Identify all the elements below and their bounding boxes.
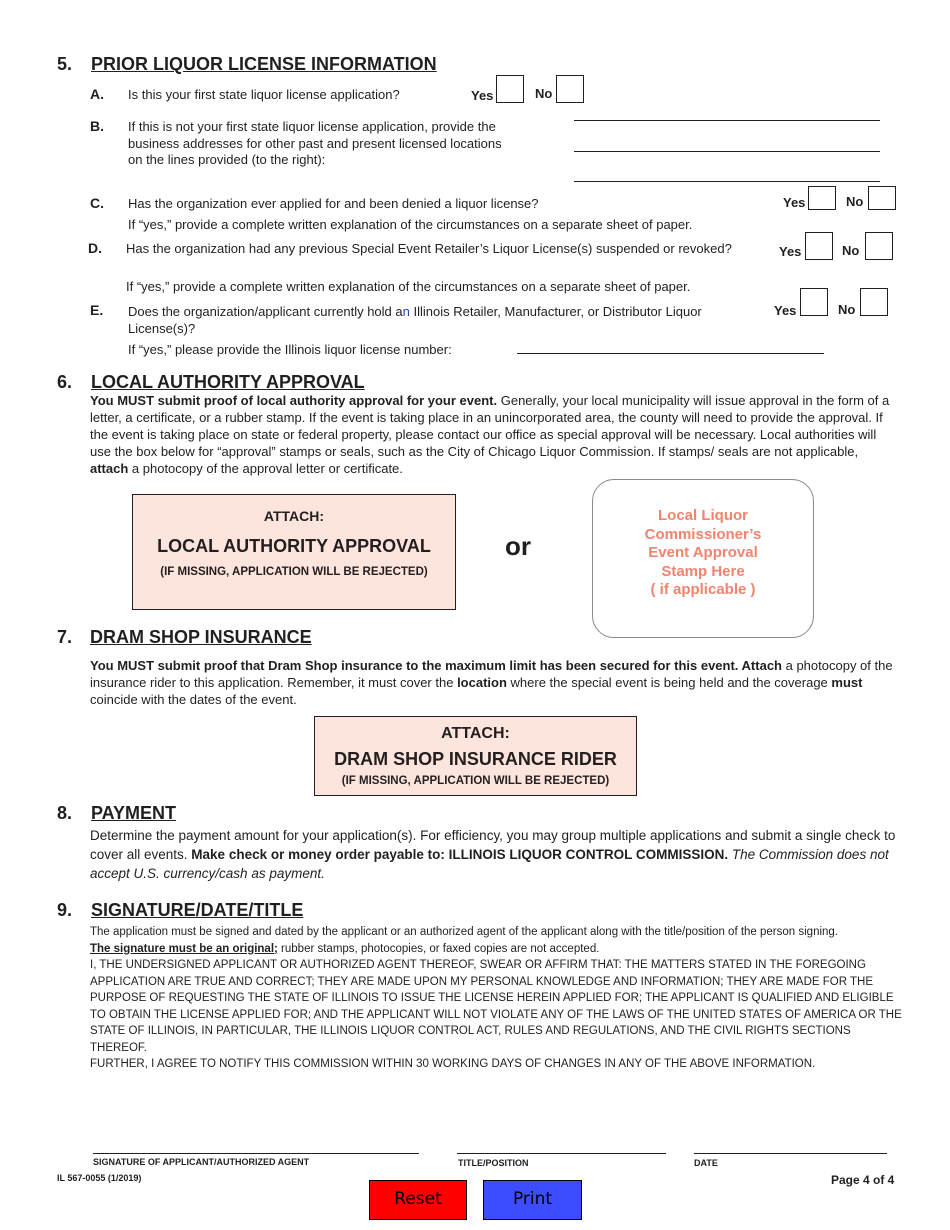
or-separator: or	[505, 531, 531, 561]
item-e-letter: E.	[90, 302, 104, 318]
stamp-area	[592, 479, 814, 638]
item-d-no-checkbox[interactable]	[865, 232, 893, 260]
item-a-yes-label: Yes	[471, 88, 494, 103]
attach-warning: (IF MISSING, APPLICATION WILL BE REJECTED)	[160, 566, 428, 578]
section-9-title: SIGNATURE/DATE/TITLE	[91, 900, 304, 920]
attach-warning: (IF MISSING, APPLICATION WILL BE REJECTED)	[341, 775, 610, 787]
attach-title: LOCAL AUTHORITY APPROVAL	[157, 536, 431, 556]
section-9-paragraph	[90, 924, 902, 1073]
item-d-yes-checkbox[interactable]	[805, 232, 833, 260]
stamp-line-1: Local Liquor	[658, 507, 748, 524]
item-e-note: If “yes,” please provide the Illinois liquor license number:	[128, 342, 452, 357]
print-button[interactable]: Print	[483, 1180, 582, 1220]
section-5-title: PRIOR LIQUOR LICENSE INFORMATION	[91, 54, 437, 74]
attach-label: ATTACH:	[263, 508, 325, 524]
stamp-line-5: ( if applicable )	[650, 581, 756, 598]
item-e-question: Does the organization/applicant currently hold an Illinois Retailer, Manufacturer, or Distributor Liquor License(s)?	[128, 304, 702, 336]
item-a-yes-checkbox[interactable]	[496, 75, 524, 103]
reset-button[interactable]: Reset	[369, 1180, 467, 1220]
stamp-line-4: Stamp Here	[661, 562, 745, 580]
prior-address-line-3[interactable]	[574, 181, 880, 182]
item-e-no-checkbox[interactable]	[860, 288, 888, 316]
item-d-question: Has the organization had any previous Special Event Retailer’s Liquor License(s) suspended or revoked?	[126, 241, 732, 256]
title-position-label: TITLE/POSITION	[458, 1158, 529, 1168]
stamp-line-3: Event Approval	[648, 544, 758, 561]
dram-shop-attach-box	[314, 716, 637, 796]
item-d-note: If “yes,” provide a complete written explanation of the circumstances on a separate sheet of paper.	[126, 279, 691, 294]
license-number-line[interactable]	[517, 353, 824, 354]
stamp-line-2: Commissioner’s	[644, 525, 762, 543]
section-6-title: LOCAL AUTHORITY APPROVAL	[91, 372, 365, 392]
sig-instructions: The application must be signed and dated by the applicant or an authorized agent of the applicant along with the title/position of the person signing.	[90, 926, 839, 938]
section-6-paragraph: You MUST submit proof of local authority approval for your event. Generally, your local municipality will issue approval in the form of a letter, a certificate, or a rubber stamp. If the event is taking place in an unincorporated area, the county will need to provide the approval. If the event is taking place on state or federal property, please contact our office as special approval will be necessary. Local authorities will use the box below for “approval” stamps or seals, such as the City of Chicago Liquor Commission. If stamps/ seals are not applicable, attach a photocopy of the approval letter or certificate.	[90, 393, 890, 476]
attach-title: DRAM SHOP INSURANCE RIDER	[334, 749, 617, 769]
sig-original-note: The signature must be an original; rubber stamps, photocopies, or faxed copies are not accepted.	[90, 942, 600, 955]
item-c-yes-checkbox[interactable]	[808, 186, 836, 210]
item-e-yes-label: Yes	[774, 303, 797, 318]
section-5-number: 5.	[57, 54, 73, 74]
item-c-yes-label: Yes	[783, 195, 806, 210]
item-a-letter: A.	[90, 86, 104, 102]
section-8-title: PAYMENT	[91, 803, 177, 823]
date-line[interactable]	[694, 1153, 887, 1154]
item-d-yes-label: Yes	[779, 244, 802, 259]
attach-label: ATTACH:	[441, 725, 510, 742]
item-d-no-label: No	[842, 243, 860, 258]
section-7-title: DRAM SHOP INSURANCE	[90, 627, 312, 647]
signature-line[interactable]	[93, 1153, 419, 1154]
item-c-question: Has the organization ever applied for and been denied a liquor license?	[128, 196, 539, 211]
item-d-letter: D.	[88, 240, 102, 256]
item-c-no-label: No	[846, 194, 864, 209]
form-id: IL 567-0055 (1/2019)	[57, 1173, 142, 1183]
item-b-letter: B.	[90, 118, 104, 134]
title-position-line[interactable]	[457, 1153, 666, 1154]
section-8-number: 8.	[57, 803, 73, 823]
item-c-no-checkbox[interactable]	[868, 186, 896, 210]
item-c-note: If “yes,” provide a complete written explanation of the circumstances on a separate sheet of paper.	[128, 217, 693, 232]
date-label: DATE	[694, 1158, 718, 1168]
section-7-number: 7.	[57, 627, 73, 647]
prior-address-line-2[interactable]	[574, 151, 880, 152]
item-b-question: If this is not your first state liquor license application, provide the business addresses for other past and present licensed locations on the lines provided (to the right):	[128, 119, 502, 167]
section-7-paragraph: You MUST submit proof that Dram Shop insurance to the maximum limit has been secured for this event. Attach a photocopy of the insurance rider to this application. Remember, it must cover the location where the special event is being held and the coverage must coincide with the dates of the event.	[90, 658, 893, 707]
notify-text: FURTHER, I AGREE TO NOTIFY THIS COMMISSION WITHIN 30 WORKING DAYS OF CHANGES IN ANY OF THE ABOVE INFORMATION.	[90, 1058, 816, 1070]
item-e-yes-checkbox[interactable]	[800, 288, 828, 316]
affirmation-text: I, THE UNDERSIGNED APPLICANT OR AUTHORIZED AGENT THEREOF, SWEAR OR AFFIRM THAT: THE MATTERS STATED IN THE FOREGOING APPLICATION ARE TRUE AND CORRECT; THEY ARE MADE UPON MY PERSONAL KNOWLEDGE AND INFORMATION; THEY ARE MADE FOR THE PURPOSE OF REQUESTING THE STATE OF ILLINOIS TO ISSUE THE LICENSE HEREIN APPLIED FOR; THE APPLICANT IS QUALIFIED AND ELIGIBLE TO OBTAIN THE LICENSE APPLIED FOR; AND THE APPLICANT WILL NOT VIOLATE ANY OF THE LAWS OF THE UNITED STATES OF AMERICA OR THE STATE OF ILLINOIS, IN PARTICULAR, THE ILLINOIS LIQUOR CONTROL ACT, RULES AND REGULATIONS, AND THE CIVIL RIGHTS SECTIONS THEREOF.	[90, 959, 902, 1054]
item-e-no-label: No	[838, 302, 856, 317]
item-a-question: Is this your first state liquor license application?	[128, 87, 400, 102]
section-9-number: 9.	[57, 900, 73, 920]
local-authority-attach-box	[132, 494, 456, 610]
section-8-paragraph: Determine the payment amount for your application(s). For efficiency, you may group multiple applications and submit a single check to cover all events. Make check or money order payable to: ILLINOIS LIQUOR CONTROL COMMISSION. The Commission does not accept U.S. currency/cash as payment.	[90, 828, 896, 881]
section-6-number: 6.	[57, 372, 73, 392]
page-number: Page 4 of 4	[831, 1173, 895, 1187]
item-a-no-checkbox[interactable]	[556, 75, 584, 103]
signature-label: SIGNATURE OF APPLICANT/AUTHORIZED AGENT	[93, 1157, 310, 1167]
item-c-letter: C.	[90, 195, 104, 211]
prior-address-line-1[interactable]	[574, 120, 880, 121]
item-a-no-label: No	[535, 86, 553, 101]
